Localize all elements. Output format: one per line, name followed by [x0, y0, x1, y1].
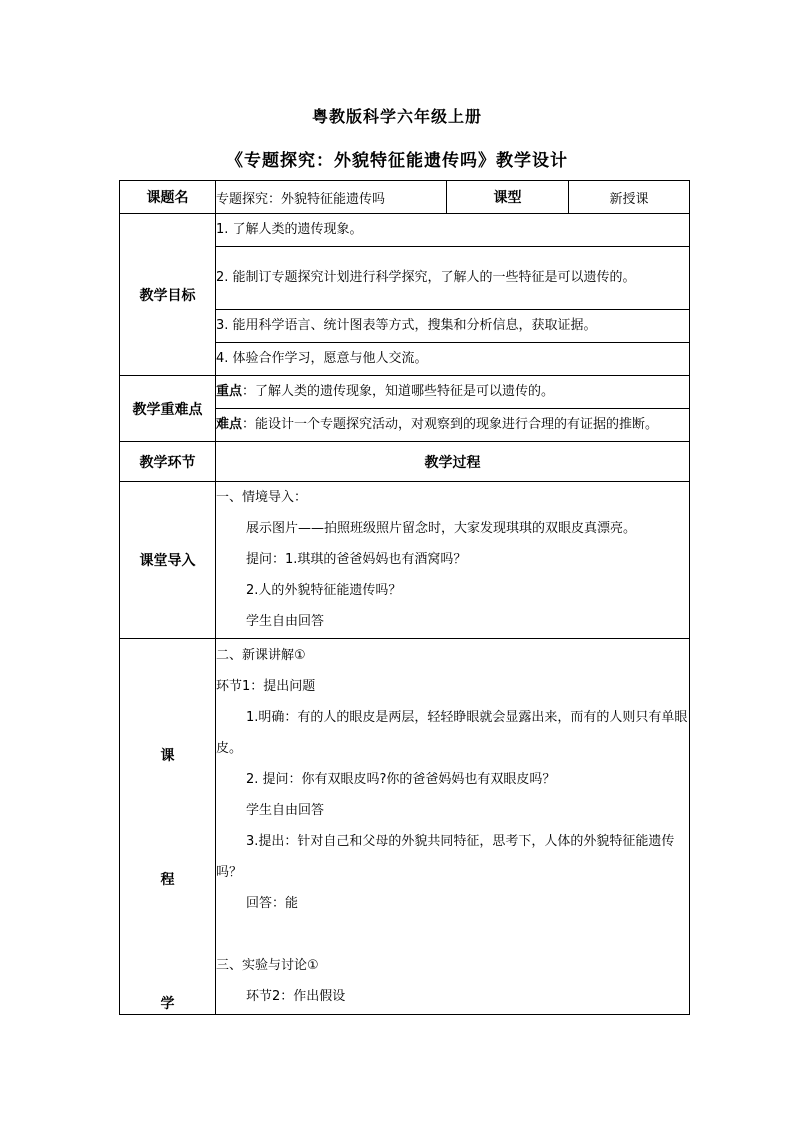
- goal-item-1: 1. 了解人类的遗传现象。: [216, 214, 690, 247]
- difficult-point: [216, 409, 690, 442]
- intro-line-3: 提问：1.琪琪的爸爸妈妈也有酒窝吗？: [246, 552, 467, 567]
- process-header-row: [120, 442, 690, 482]
- lesson-type-label: 课型: [447, 181, 569, 214]
- course-line-8: 三、实验与讨论①: [216, 958, 319, 973]
- document-title: 粤教版科学六年级上册: [311, 107, 482, 126]
- course-line-2: 环节1：提出问题: [216, 679, 316, 694]
- intro-line-1: 一、情境导入：: [216, 490, 308, 505]
- course-label: [120, 639, 216, 1015]
- intro-label: 课堂导入: [120, 482, 216, 639]
- intro-row: [120, 482, 690, 639]
- course-line-4: 2. 提问：你有双眼皮吗?你的爸爸妈妈也有双眼皮吗？: [246, 772, 556, 787]
- course-line-3: 1.明确：有的人的眼皮是两层，轻轻睁眼就会显露出来，而有的人则只有单眼皮。: [216, 710, 688, 756]
- goal-item-4: 4. 体验合作学习，愿意与他人交流。: [216, 343, 690, 376]
- key-point-title: 重点: [216, 384, 243, 399]
- intro-content: [216, 482, 690, 639]
- course-label-char-2: 程: [160, 872, 175, 888]
- keypoints-label: 教学重难点: [120, 376, 216, 442]
- goal-row-1: [120, 214, 690, 247]
- difficult-point-text: ：能设计一个专题探究活动，对观察到的现象进行合理的有证据的推断。: [242, 417, 659, 432]
- intro-line-2: 展示图片——拍照班级照片留念时，大家发现琪琪的双眼皮真漂亮。: [246, 521, 637, 536]
- goal-item-3: 3. 能用科学语言、统计图表等方式，搜集和分析信息，获取证据。: [216, 310, 690, 343]
- key-point-text: ：了解人类的遗传现象，知道哪些特征是可以遗传的。: [242, 384, 555, 399]
- topic-label: 课题名: [120, 181, 216, 214]
- topic-value: 专题探究：外貌特征能遗传吗: [216, 181, 447, 214]
- lesson-plan-table: [119, 180, 690, 1015]
- course-line-6: 3.提出：针对自己和父母的外貌共同特征，思考下，人体的外貌特征能遗传吗？: [216, 834, 675, 880]
- course-content: [216, 639, 690, 1015]
- course-line-7: 回答：能: [246, 896, 299, 911]
- course-line-9: 环节2：作出假设: [246, 989, 346, 1004]
- course-line-5: 学生自由回答: [246, 803, 325, 818]
- topic-row: [120, 181, 690, 214]
- lesson-type-value: 新授课: [569, 181, 690, 214]
- keypoint-row: [120, 376, 690, 409]
- intro-line-4: 2.人的外貌特征能遗传吗？: [246, 583, 402, 598]
- document-subtitle: 《专题探究：外貌特征能遗传吗》教学设计: [226, 151, 568, 171]
- course-line-1: 二、新课讲解①: [216, 648, 306, 663]
- intro-line-5: 学生自由回答: [246, 614, 325, 629]
- difficult-point-title: 难点: [216, 417, 243, 432]
- course-row: [120, 639, 690, 1015]
- goals-label: 教学目标: [120, 214, 216, 376]
- stage-header: 教学环节: [120, 442, 216, 482]
- course-label-char-1: 课: [160, 748, 175, 764]
- key-point: [216, 376, 690, 409]
- course-blank-line: [216, 919, 689, 950]
- process-header: 教学过程: [216, 442, 690, 482]
- course-label-char-3: 学: [160, 996, 175, 1012]
- goal-item-2: 2. 能制订专题探究计划进行科学探究，了解人的一些特征是可以遗传的。: [216, 247, 690, 310]
